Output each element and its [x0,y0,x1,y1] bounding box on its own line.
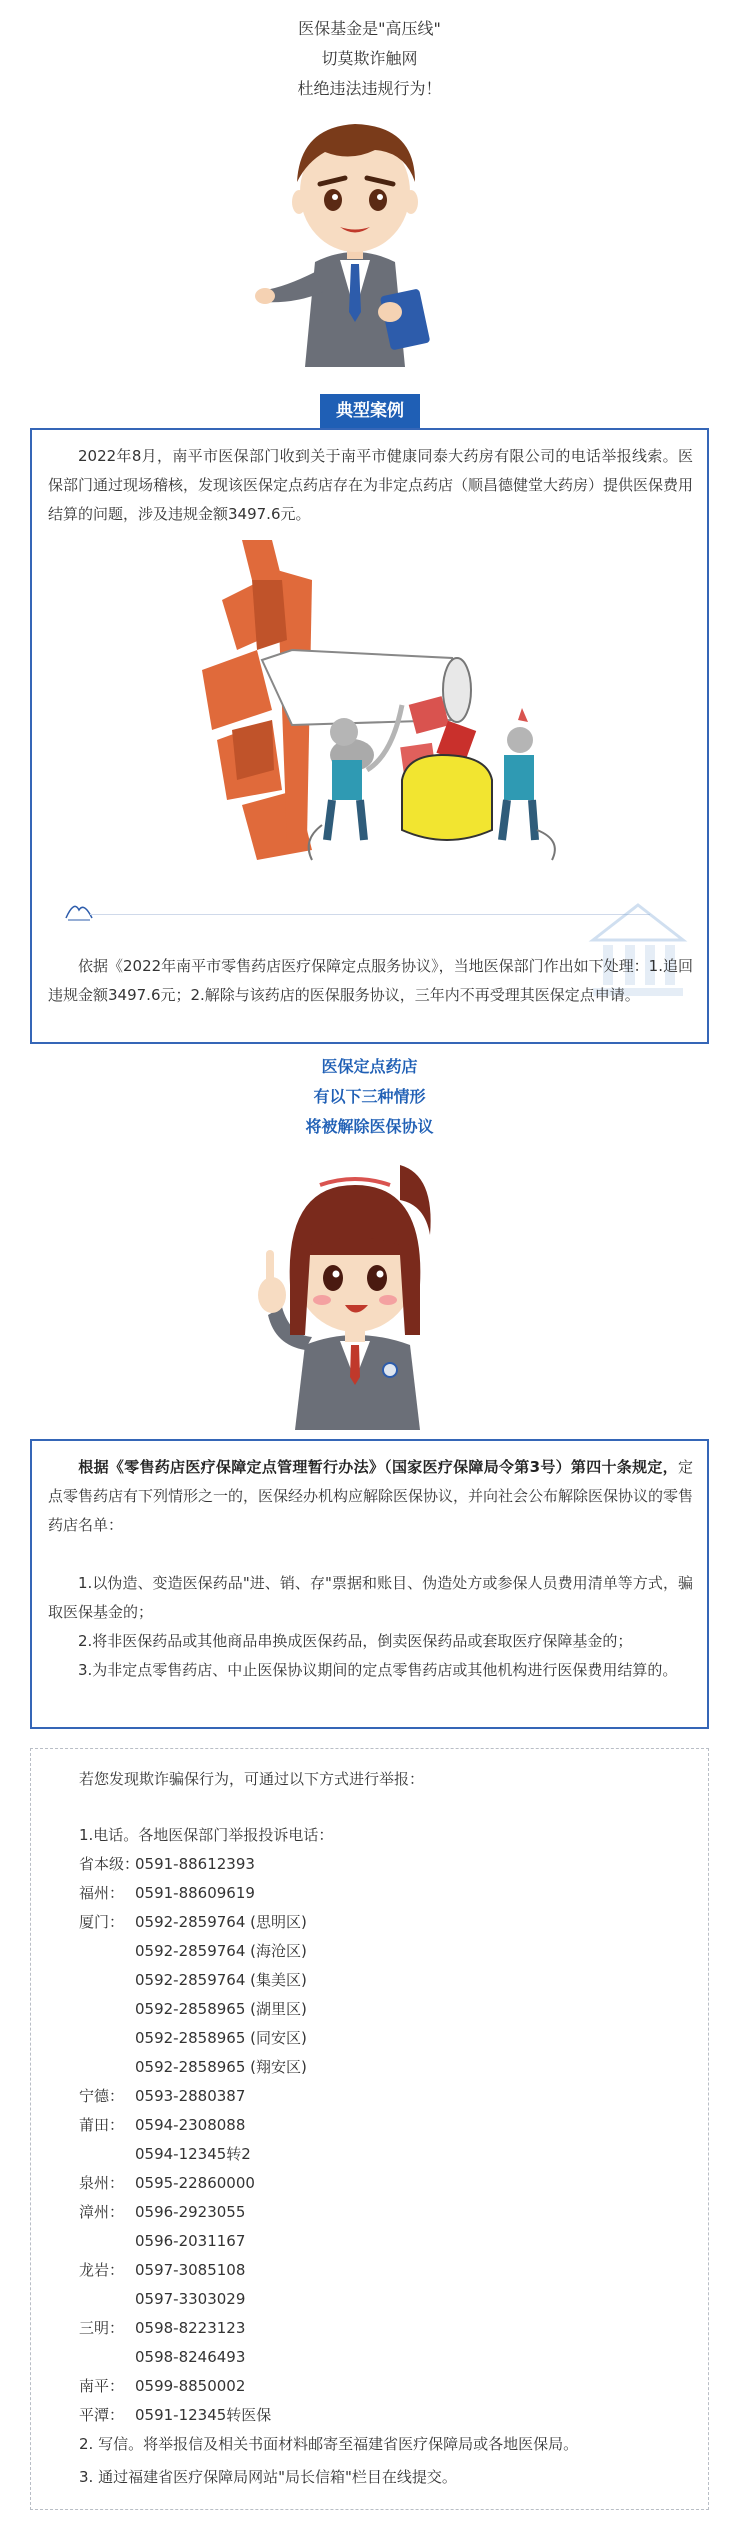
rule-item-2: 2.将非医保药品或其他商品串换成医保药品，倒卖医保药品或套取医疗保障基金的； [78,1632,633,1650]
contact-city: 平潭： [79,2406,125,2424]
case-box [30,428,709,1044]
intro-line-2: 切莫欺诈触网 [321,49,418,68]
contact-city: 南平： [79,2377,125,2395]
case-paragraph-1: 2022年8月，南平市医保部门收到关于南平市健康同泰大药房有限公司的电话举报线索。医保部门通过现场稽核，发现该医保定点药店存在为非定点药店（顺昌德健堂大药房）提供医保费用结算的问题，涉及违规金额3497.6元。 [48,447,694,523]
heading-line-3: 将被解除医保协议 [305,1117,434,1136]
contact-longyan [79,2256,245,2285]
typical-case-tag: 典型案例 [320,394,420,428]
contact-city: 三明： [79,2319,125,2337]
contact-number: 0592-2859764 (海沧区) [135,1942,307,1960]
termination-heading [0,1052,739,1142]
contact-ningde [79,2082,245,2111]
contact-putian [79,2111,245,2140]
rule-text: 定点零售药店有下列情形之一的，医保经办机构应解除医保协议，并向社会公布解除医保协议的零售药店名单： [48,1458,694,1534]
contact-number: 0596-2923055 [135,2203,246,2221]
contact-number: 0593-2880387 [135,2087,246,2105]
rule-basis: 根据《零售药店医疗保障定点管理暂行办法》（国家医疗保障局令第3号） [78,1458,571,1476]
woman-cartoon-illustration [250,1145,460,1430]
contact-pingtan [79,2401,271,2430]
report-intro: 若您发现欺诈骗保行为，可通过以下方式进行举报： [79,1770,425,1788]
rule-item-3: 3.为非定点零售药店、中止医保协议期间的定点零售药店或其他机构进行医保费用结算的。 [78,1661,678,1679]
contact-nanping [79,2372,245,2401]
rule-box [30,1439,709,1729]
man-cartoon-illustration [255,112,455,372]
intro-line-3: 杜绝违法违规行为！ [297,79,442,98]
contact-number: 0597-3303029 [135,2290,246,2308]
contact-quanzhou [79,2169,255,2198]
contact-number: 0591-12345转医保 [135,2406,272,2424]
rule-item-1: 1.以伪造、变造医保药品"进、销、存"票据和账目、伪造处方或参保人员费用清单等方式，骗取医保基金的； [48,1574,693,1621]
contact-number: 0592-2859764 (思明区) [135,1913,307,1931]
heading-line-2: 有以下三种情形 [313,1087,426,1106]
contact-city: 泉州： [79,2174,125,2192]
phone-title: 1.电话。各地医保部门举报投诉电话： [79,1826,334,1844]
report-online: 3. 通过福建省医疗保障局网站"局长信箱"栏目在线提交。 [79,2468,457,2486]
case-paragraph-2: 依据《2022年南平市零售药店医疗保障定点服务协议》，当地医保部门作出如下处理：1.追回违规金额3497.6元；2.解除与该药店的医保服务协议，三年内不再受理其医保定点申请。 [48,957,693,1004]
contact-zhangzhou [79,2198,245,2227]
contact-xiamen [79,1908,307,1937]
contact-provincial [79,1850,255,1879]
contact-city: 厦门： [79,1913,125,1931]
heading-line-1: 医保定点药店 [321,1057,418,1076]
contact-number: 0591-88609619 [135,1884,255,1902]
rule-items [48,1569,693,1685]
contact-city: 漳州： [79,2203,125,2221]
contact-number: 0592-2859764 (集美区) [135,1971,307,1989]
decorative-divider [90,914,650,915]
contact-number: 0596-2031167 [135,2232,246,2250]
contact-number: 0599-8850002 [135,2377,246,2395]
contact-city: 龙岩： [79,2261,125,2279]
rule-article: 第四十条规定， [570,1458,678,1476]
case-illustration [202,540,572,870]
contact-number: 0594-12345转2 [135,2145,251,2163]
intro-line-1: 医保基金是"高压线" [298,19,441,38]
intro-text [0,14,739,104]
rule-intro [48,1453,693,1540]
report-box [30,1748,709,2510]
contact-city: 省本级： [79,1855,140,1873]
contact-number: 0592-2858965 (同安区) [135,2029,307,2047]
contact-number: 0594-2308088 [135,2116,246,2134]
contact-number: 0598-8223123 [135,2319,246,2337]
contact-number: 0591-88612393 [135,1855,255,1873]
contact-number: 0597-3085108 [135,2261,246,2279]
decorative-hill-icon [64,896,94,922]
contact-number: 0595-22860000 [135,2174,255,2192]
contact-city: 莆田： [79,2116,125,2134]
contact-number: 0592-2858965 (翔安区) [135,2058,307,2076]
contact-number: 0592-2858965 (湖里区) [135,2000,307,2018]
contact-sanming [79,2314,245,2343]
contact-city: 福州： [79,1884,125,1902]
contact-city: 宁德： [79,2087,125,2105]
contact-fuzhou [79,1879,255,1908]
contact-number: 0598-8246493 [135,2348,246,2366]
report-letter: 2. 写信。将举报信及相关书面材料邮寄至福建省医疗保障局或各地医保局。 [79,2435,579,2453]
